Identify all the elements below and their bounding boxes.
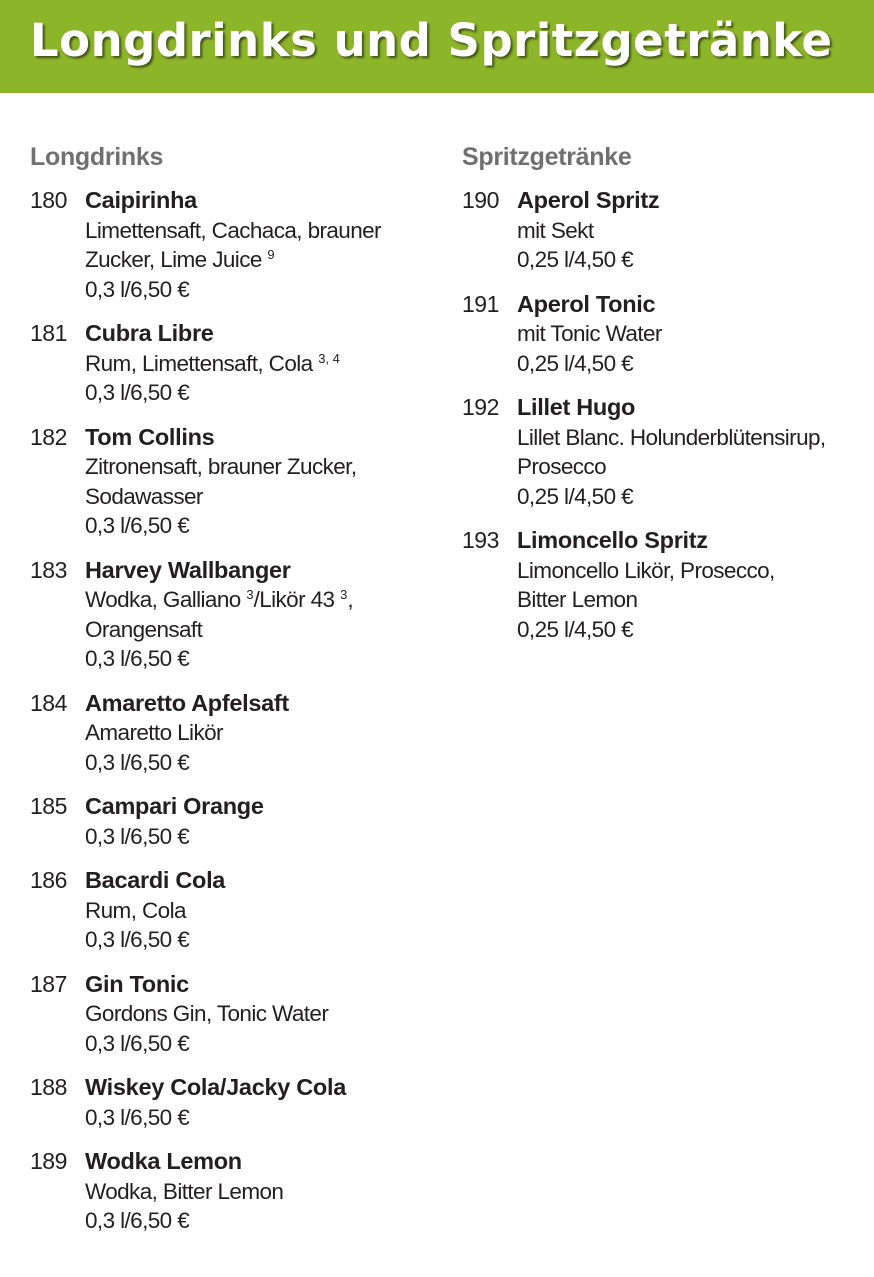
item-number: 184: [30, 689, 67, 716]
item-description-line: [85, 511, 430, 541]
text-segment: Rum, Cola: [85, 897, 186, 923]
item-description-line: [85, 216, 430, 246]
text-segment: Sodawasser: [85, 483, 203, 509]
item-number: 185: [30, 793, 67, 819]
item-description-line: [517, 319, 872, 349]
title-banner: [0, 0, 874, 93]
text-segment: Orangensaft: [85, 616, 203, 642]
item-description-line: [517, 556, 872, 586]
menu-item: [30, 792, 430, 851]
text-segment: 0,25 l/4,50 €: [517, 483, 634, 509]
text-segment: 0,3 l/6,50 €: [85, 1208, 190, 1233]
item-name: Wodka Lemon: [85, 1148, 242, 1174]
text-segment: Zucker, Lime Juice: [85, 247, 268, 272]
footnote-marker: 3, 4: [318, 350, 340, 366]
item-description-line: [517, 423, 872, 453]
text-segment: 0,3 l/6,50 €: [85, 823, 190, 849]
section-title: Longdrinks: [30, 143, 164, 171]
item-number: 190: [462, 187, 499, 213]
item-description-line: [85, 1103, 430, 1133]
item-description-line: [85, 822, 430, 852]
text-segment: 0,25 l/4,50 €: [517, 350, 634, 376]
item-details: [85, 970, 430, 1059]
item-description-line: [517, 216, 872, 246]
item-number: 192: [462, 394, 499, 420]
item-name: Aperol Tonic: [517, 290, 656, 317]
item-number: 181: [30, 320, 67, 346]
item-number: 182: [30, 423, 67, 450]
menu-item: [30, 970, 430, 1059]
item-number: 189: [30, 1148, 67, 1174]
text-segment: 0,3 l/6,50 €: [85, 646, 190, 671]
item-number: 187: [30, 970, 67, 997]
item-name: Limoncello Spritz: [517, 527, 708, 553]
text-segment: 0,3 l/6,50 €: [85, 276, 190, 302]
item-description-line: [85, 482, 430, 512]
item-name: Lillet Hugo: [517, 394, 636, 420]
text-segment: 0,25 l/4,50 €: [517, 247, 634, 272]
text-segment: Bitter Lemon: [517, 587, 638, 612]
menu-item: [30, 1073, 430, 1132]
item-description-line: [85, 585, 430, 615]
item-description-line: [517, 452, 872, 482]
item-number: 193: [462, 527, 499, 553]
menu-item: [30, 1147, 430, 1236]
item-details: [517, 186, 872, 275]
text-segment: /Likör 43: [253, 587, 341, 612]
item-name: Caipirinha: [85, 187, 197, 213]
footnote-marker: 3: [340, 587, 348, 602]
item-description-line: [85, 644, 430, 674]
menu-item: [462, 393, 872, 511]
item-name: Amaretto Apfelsaft: [85, 689, 289, 716]
item-details: [85, 423, 430, 541]
item-details: [517, 290, 872, 379]
item-number: 191: [462, 290, 499, 317]
item-description-line: [85, 245, 430, 275]
item-number: 186: [30, 867, 67, 893]
text-segment: 0,3 l/6,50 €: [85, 749, 190, 775]
text-segment: Zitronensaft, brauner Zucker,: [85, 454, 357, 479]
section-spritzgetraenke: [462, 142, 872, 659]
item-details: [85, 186, 430, 304]
item-description-line: [85, 1206, 430, 1236]
menu-item: [462, 526, 872, 644]
item-description-line: [85, 349, 430, 379]
footnote-marker: 3: [246, 587, 254, 602]
menu-item: [462, 290, 872, 379]
text-segment: 0,3 l/6,50 €: [85, 1104, 190, 1130]
item-details: [85, 319, 430, 408]
item-description-line: [85, 1177, 430, 1207]
text-segment: mit Sekt: [517, 217, 594, 243]
text-segment: Gordons Gin, Tonic Water: [85, 1001, 329, 1026]
text-segment: 0,3 l/6,50 €: [85, 927, 190, 952]
text-segment: Lillet Blanc. Holunderblütensirup,: [517, 424, 826, 450]
item-description-line: [85, 615, 430, 645]
text-segment: Limoncello Likör, Prosecco,: [517, 557, 775, 583]
text-segment: Amaretto Likör: [85, 720, 223, 745]
section-longdrinks: [30, 142, 430, 1251]
item-number: 183: [30, 556, 67, 583]
section-title: Spritzgetränke: [462, 143, 632, 171]
item-description-line: [85, 896, 430, 926]
text-segment: mit Tonic Water: [517, 321, 662, 346]
item-description-line: [85, 718, 430, 748]
menu-item: [30, 689, 430, 778]
menu-item: [30, 319, 430, 408]
item-description-line: [517, 482, 872, 512]
item-details: [85, 792, 430, 851]
item-number: 188: [30, 1074, 67, 1100]
item-description-line: [517, 349, 872, 379]
text-segment: 0,3 l/6,50 €: [85, 380, 190, 405]
item-details: [517, 393, 872, 511]
item-name: Aperol Spritz: [517, 187, 660, 213]
item-name: Harvey Wallbanger: [85, 556, 291, 583]
item-description-line: [85, 925, 430, 955]
item-details: [85, 866, 430, 955]
item-description-line: [85, 1029, 430, 1059]
item-description-line: [85, 748, 430, 778]
item-details: [517, 526, 872, 644]
item-description-line: [517, 245, 872, 275]
text-segment: 0,3 l/6,50 €: [85, 513, 190, 538]
footnote-marker: 9: [267, 247, 275, 262]
text-segment: 0,3 l/6,50 €: [85, 1030, 190, 1056]
menu-item: [30, 556, 430, 674]
item-description-line: [85, 378, 430, 408]
text-segment: Limettensaft, Cachaca, brauner: [85, 217, 381, 243]
item-details: [85, 689, 430, 778]
item-description-line: [517, 615, 872, 645]
text-segment: Prosecco: [517, 454, 606, 479]
text-segment: 0,25 l/4,50 €: [517, 616, 634, 642]
item-description-line: [517, 585, 872, 615]
item-number: 180: [30, 187, 67, 213]
text-segment: Rum, Limettensaft, Cola: [85, 350, 319, 376]
menu-item: [462, 186, 872, 275]
item-details: [85, 1147, 430, 1236]
item-name: Campari Orange: [85, 793, 264, 819]
item-description-line: [85, 999, 430, 1029]
item-name: Tom Collins: [85, 423, 215, 450]
item-list: [30, 186, 430, 1236]
menu-item: [30, 423, 430, 541]
item-details: [85, 556, 430, 674]
item-name: Gin Tonic: [85, 970, 189, 997]
item-description-line: [85, 452, 430, 482]
text-segment: Wodka, Bitter Lemon: [85, 1178, 284, 1204]
text-segment: ,: [347, 587, 354, 612]
menu-item: [30, 866, 430, 955]
item-name: Wiskey Cola/Jacky Cola: [85, 1074, 346, 1100]
page-title: Longdrinks und Spritzgetränke: [30, 14, 833, 67]
text-segment: Wodka, Galliano: [85, 587, 247, 612]
item-name: Cubra Libre: [85, 320, 214, 346]
item-description-line: [85, 275, 430, 305]
menu-item: [30, 186, 430, 304]
item-name: Bacardi Cola: [85, 867, 226, 893]
item-details: [85, 1073, 430, 1132]
item-list: [462, 186, 872, 644]
